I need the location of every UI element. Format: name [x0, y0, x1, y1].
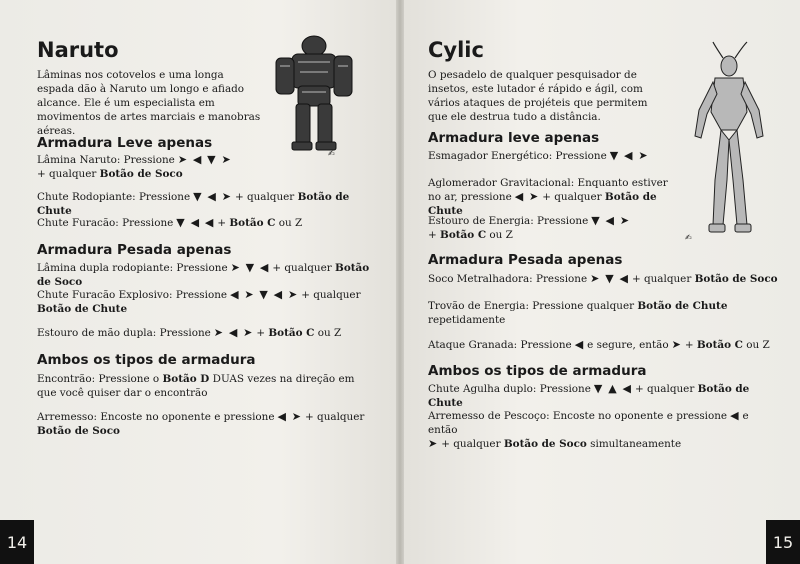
- input-arrows-icon: ◀ ➤ ▼ ◀ ➤: [230, 288, 299, 301]
- move-double-hand-burst: Estouro de mão dupla: Pressione ➤ ◀ ➤ + Botão C ou Z: [37, 326, 342, 339]
- section-heading-heavy: Armadura Pesada apenas: [37, 242, 232, 258]
- move-energy-burst: Estouro de Energia: Pressione ▼ ◀ ➤ + Botão C ou Z: [428, 214, 631, 241]
- input-arrows-icon: ➤ ◀ ➤: [213, 326, 254, 339]
- svg-text:✍: ✍: [328, 149, 335, 157]
- character-title: Naruto: [37, 38, 119, 62]
- section-heading-heavy: Armadura Pesada apenas: [428, 252, 623, 268]
- input-arrows-icon: ◀ ➤: [277, 410, 303, 423]
- input-arrows-icon: ➤: [671, 338, 682, 351]
- section-heading-light: Armadura Leve apenas: [37, 135, 213, 151]
- character-intro: Lâminas nos cotovelos e uma longa espada dão à Naruto um longo e afiado alcance. Ele é um especialista em movimentos de artes marciais e manobras aéreas.: [37, 69, 261, 137]
- input-arrows-icon: ▼ ◀ ◀: [176, 216, 215, 229]
- naruto-robot-illustration: [262, 32, 362, 157]
- move-grenade-attack: Ataque Granada: Pressione ◀ e segure, então ➤ + Botão C ou Z: [428, 338, 770, 351]
- section-heading-both: Ambos os tipos de armadura: [428, 363, 647, 379]
- move-throw: Arremesso: Encoste no oponente e pressione ◀ ➤ + qualquer Botão de Soco: [37, 410, 365, 437]
- input-arrows-icon: ▼ ◀ ➤: [591, 214, 631, 227]
- section-heading-both: Ambos os tipos de armadura: [37, 352, 256, 368]
- page-number-left: 14: [0, 520, 34, 564]
- input-arrows-icon: ▼ ◀ ➤: [193, 190, 232, 203]
- input-arrows-icon: ◀ ➤: [514, 190, 540, 203]
- character-title: Cylic: [428, 38, 484, 62]
- svg-text:✍: ✍: [685, 233, 692, 242]
- section-heading-light: Armadura leve apenas: [428, 130, 600, 146]
- character-intro: O pesadelo de qualquer pesquisador de insetos, este lutador é rápido e ágil, com vários ataques de projéteis que permitem que ele destrua tudo a distância.: [428, 69, 648, 123]
- input-arrows-icon: ▼ ◀ ➤: [609, 149, 649, 162]
- move-spinning-kick: Chute Rodopiante: Pressione ▼ ◀ ➤ + qualquer Botão de Chute: [37, 190, 350, 217]
- move-double-needle-kick: Chute Agulha duplo: Pressione ▼ ▲ ◀ + qualquer Botão de Chute: [428, 382, 750, 409]
- move-hurricane-kick: Chute Furacão: Pressione ▼ ◀ ◀ + Botão C ou Z: [37, 216, 303, 229]
- move-machine-gun-punch: Soco Metralhadora: Pressione ➤ ▼ ◀ + qualquer Botão de Soco: [428, 272, 778, 285]
- move-double-blade: Lâmina dupla rodopiante: Pressione ➤ ▼ ◀ + qualquer Botão de Soco: [37, 261, 370, 288]
- input-arrows-icon: ➤ ▼ ◀: [590, 272, 629, 285]
- move-shoulder-charge: Encontrão: Pressione o Botão D DUAS vezes na direção em que você quiser dar o encontrão: [37, 373, 355, 399]
- input-arrows-icon: ➤ ◀ ▼ ➤: [177, 153, 232, 166]
- page-number-right: 15: [766, 520, 800, 564]
- input-arrows-icon: ◀: [574, 338, 585, 351]
- move-naruto-blade: Lâmina Naruto: Pressione ➤ ◀ ▼ ➤ + qualquer Botão de Soco: [37, 153, 232, 180]
- page-right: [400, 0, 800, 564]
- move-gravity-cluster: Aglomerador Gravitacional: Enquanto estiver no ar, pressione ◀ ➤ + qualquer Botão de Chute: [428, 177, 668, 217]
- input-arrows-icon: ➤: [428, 437, 439, 450]
- cylic-insect-illustration: [685, 40, 775, 245]
- move-explosive-hurricane: Chute Furacão Explosivo: Pressione ◀ ➤ ▼ ◀ ➤ + qualquer Botão de Chute: [37, 288, 361, 315]
- move-neck-throw: Arremesso de Pescoço: Encoste no oponente e pressione ◀ e então ➤ + qualquer Botão de Soco simultaneamente: [428, 409, 749, 450]
- input-arrows-icon: ◀: [730, 409, 740, 422]
- move-energy-crusher: Esmagador Energético: Pressione ▼ ◀ ➤: [428, 149, 649, 162]
- input-arrows-icon: ➤ ▼ ◀: [230, 261, 270, 274]
- book-gutter: [396, 0, 404, 564]
- move-energy-thunder: Trovão de Energia: Pressione qualquer Botão de Chute repetidamente: [428, 300, 728, 326]
- input-arrows-icon: ▼ ▲ ◀: [593, 382, 632, 395]
